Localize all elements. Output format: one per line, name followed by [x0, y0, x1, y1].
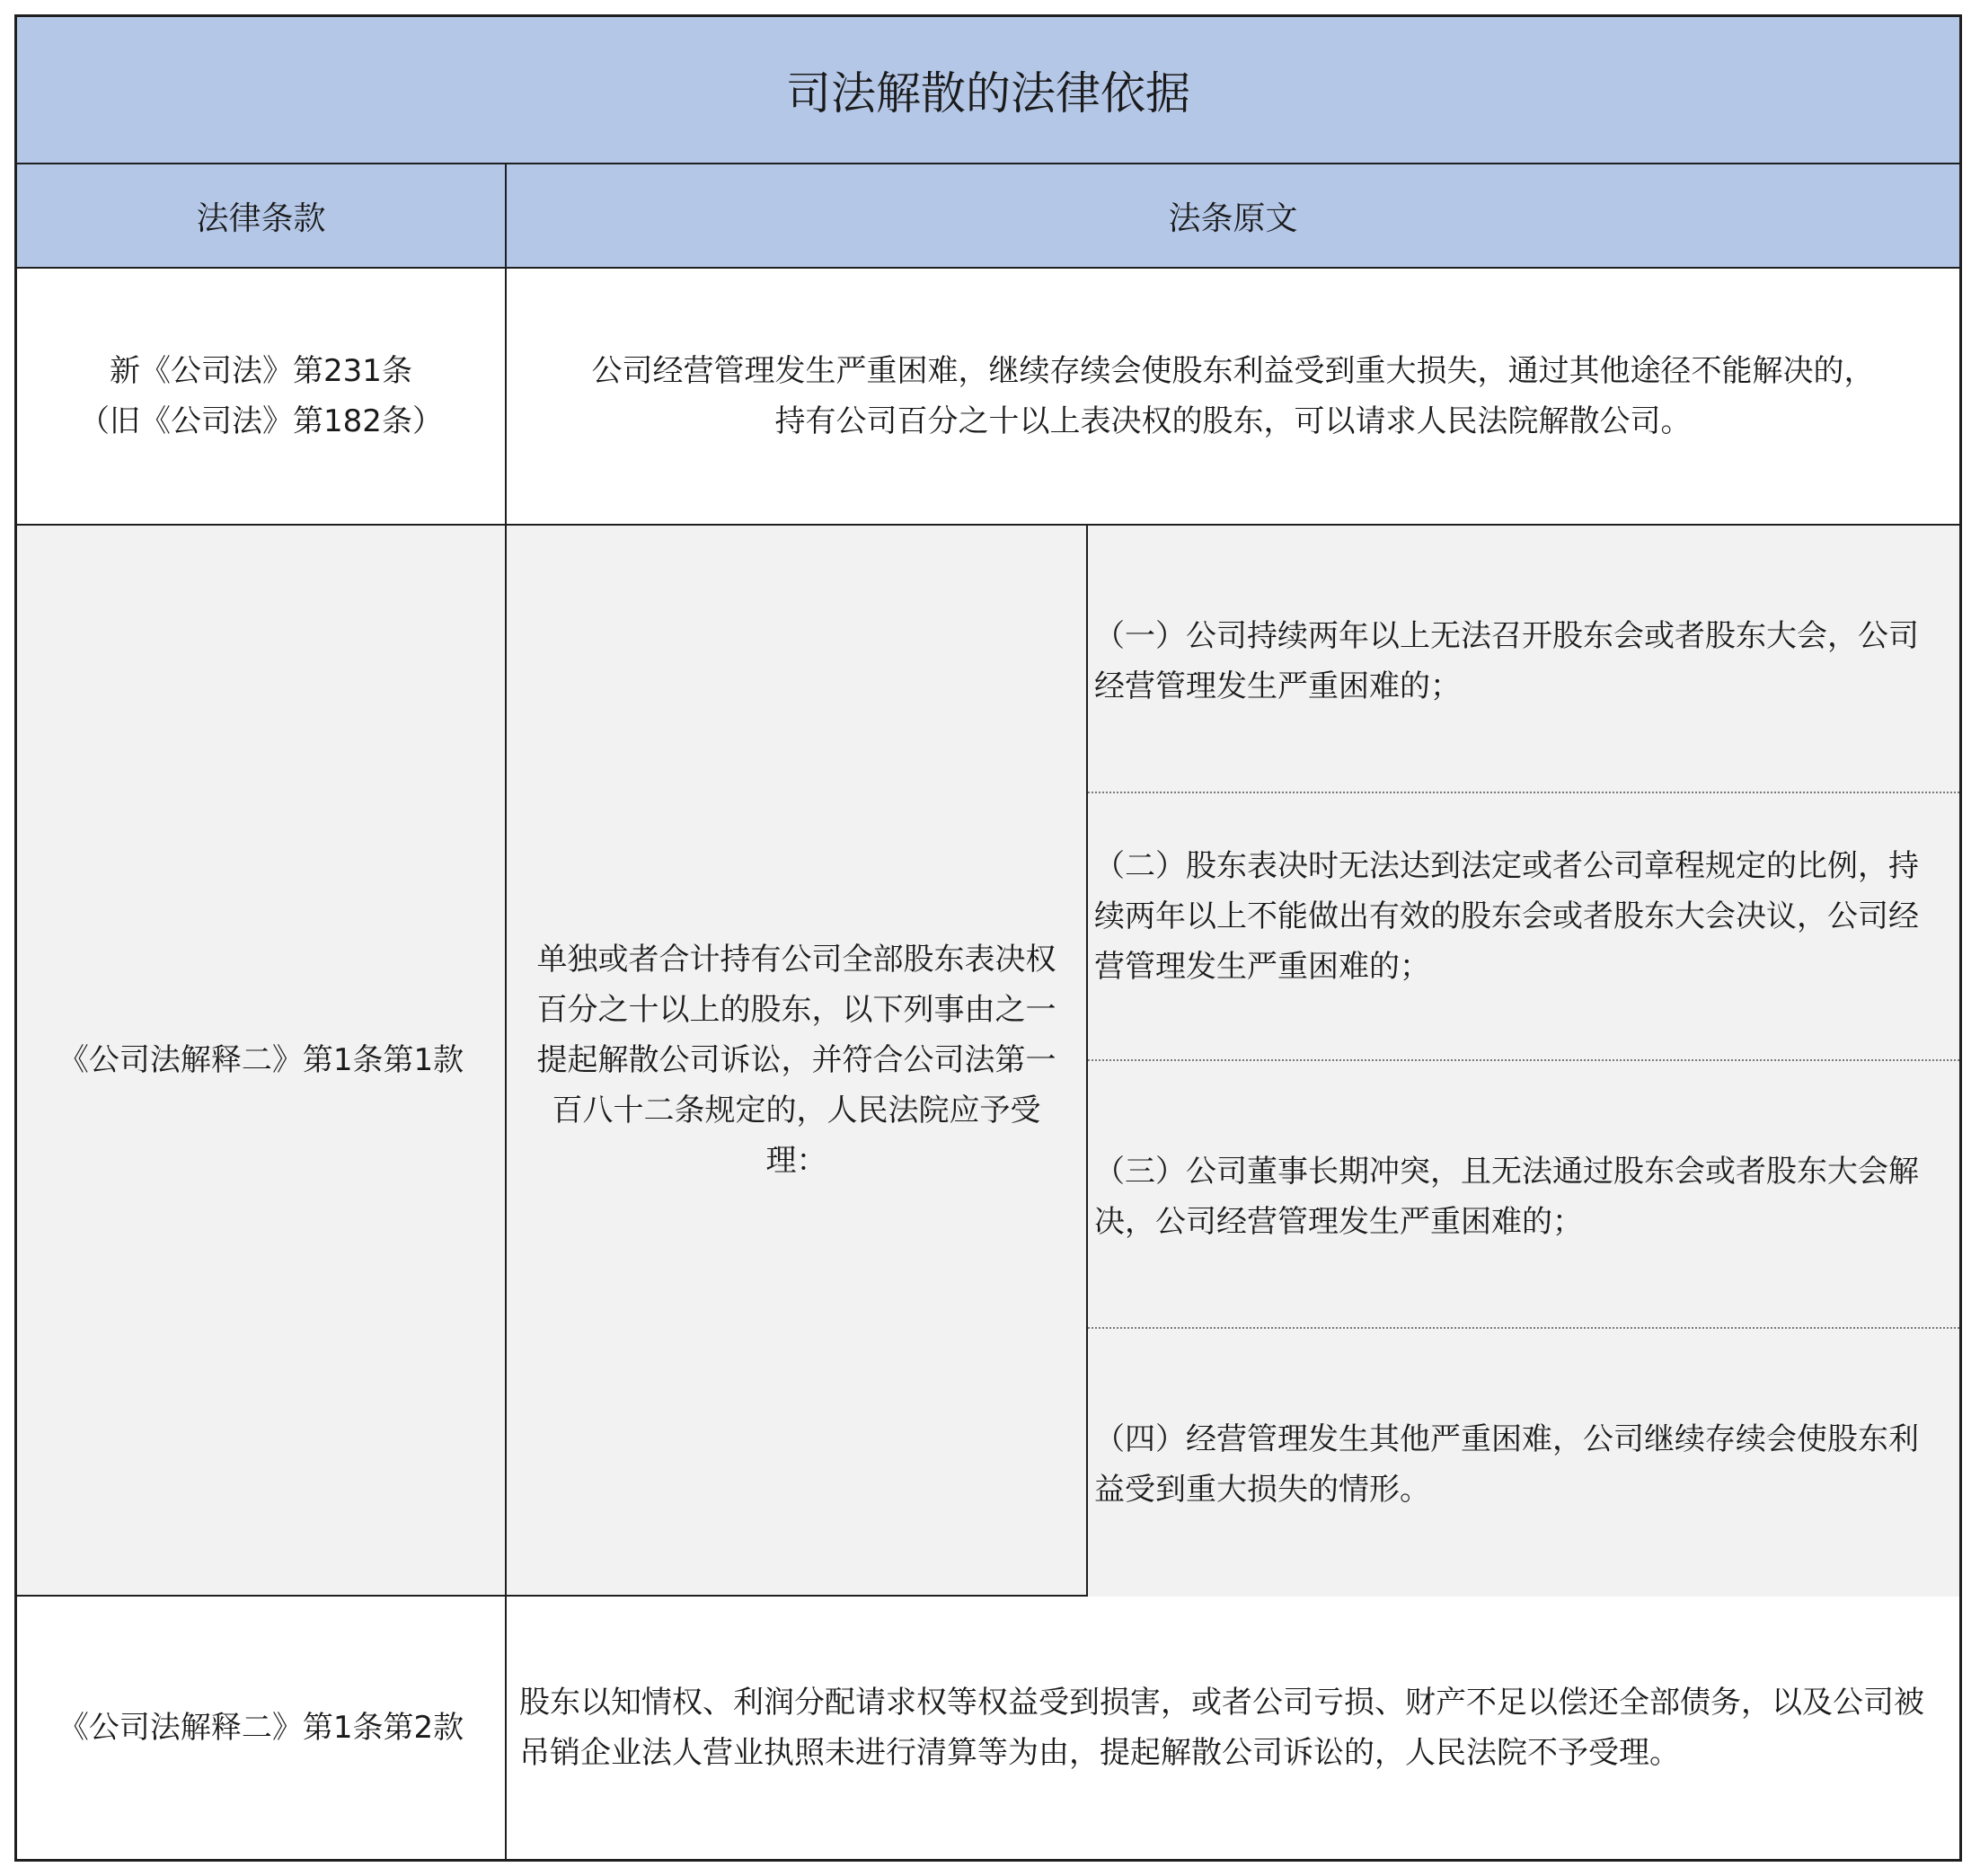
row2-item-2 — [1088, 793, 1959, 1061]
row2-item-1 — [1088, 526, 1959, 793]
row3-text-cell — [507, 1597, 1959, 1859]
row2-item-3-text: （三）公司董事长期冲突，且无法通过股东会或者股东大会解决，公司经营管理发生严重困难的； — [1094, 1154, 1919, 1240]
header-text: 法条原文 — [507, 164, 1959, 269]
table-title: 司法解散的法律依据 — [17, 17, 1959, 164]
row2-item-1-text: （一）公司持续两年以上无法召开股东会或者股东大会，公司经营管理发生严重困难的； — [1094, 618, 1919, 704]
row1-text-line1: 公司经营管理发生严重困难，继续存续会使股东利益受到重大损失，通过其他途径不能解决的， — [591, 353, 1875, 389]
row1-clause-line2: （旧《公司法》第182条） — [79, 403, 443, 439]
row2-clause-cell: 《公司法解释二》第1条第1款 — [17, 526, 507, 1597]
legal-basis-table — [14, 14, 1962, 1862]
row1-text-line2: 持有公司百分之十以上表决权的股东，可以请求人民法院解散公司。 — [774, 403, 1692, 439]
row3-text: 股东以知情权、利润分配请求权等权益受到损害，或者公司亏损、财产不足以偿还全部债务，以及公司被吊销企业法人营业执照未进行清算等为由，提起解散公司诉讼的，人民法院不予受理。 — [519, 1685, 1924, 1771]
row2-item-3 — [1088, 1061, 1959, 1329]
row1-clause-line1: 新《公司法》第231条 — [110, 353, 412, 389]
row2-intro-text: 单独或者合计持有公司全部股东表决权百分之十以上的股东，以下列事由之一提起解散公司诉讼，并符合公司法第一百八十二条规定的，人民法院应予受理： — [536, 942, 1056, 1179]
row2-item-4 — [1088, 1329, 1959, 1597]
row2-item-4-text: （四）经营管理发生其他严重困难，公司继续存续会使股东利益受到重大损失的情形。 — [1094, 1421, 1919, 1508]
row2-intro-cell — [507, 526, 1088, 1597]
row2-item-2-text: （二）股东表决时无法达到法定或者公司章程规定的比例，持续两年以上不能做出有效的股东会或者股东大会决议，公司经营管理发生严重困难的； — [1094, 848, 1919, 985]
row1-clause-cell — [17, 269, 507, 526]
row3-clause-cell: 《公司法解释二》第1条第2款 — [17, 1597, 507, 1859]
header-clause: 法律条款 — [17, 164, 507, 269]
row1-text-cell — [507, 269, 1959, 526]
